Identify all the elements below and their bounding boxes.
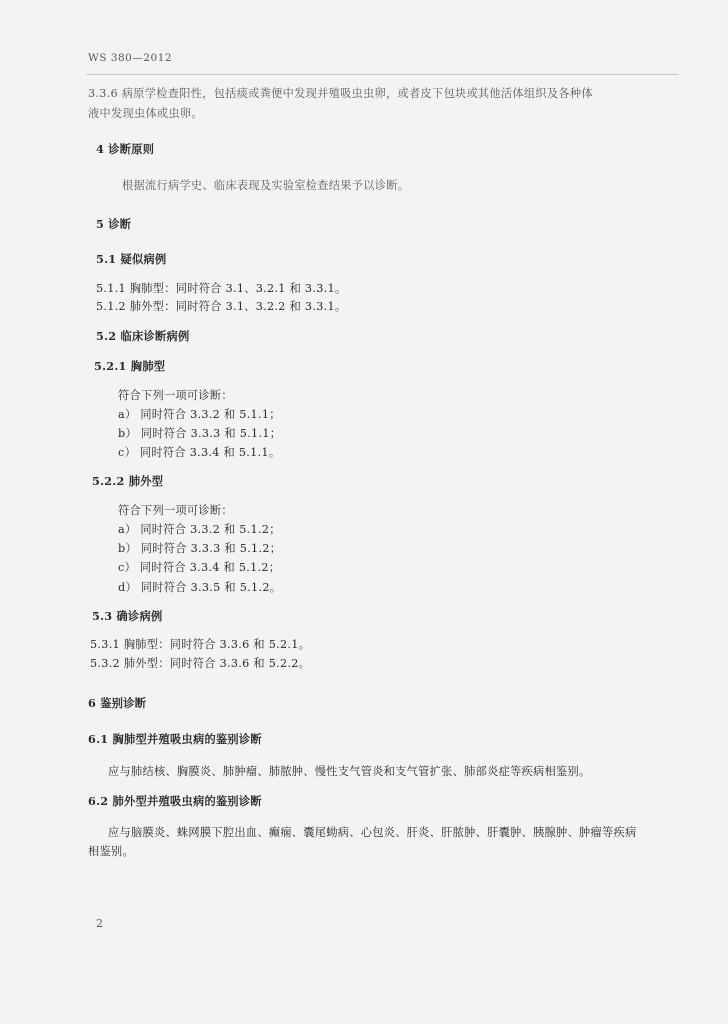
- section-6-2-paragraph-line2: 相鉴别。: [88, 845, 134, 858]
- clause-5-2-1-intro: 符合下列一项可诊断：: [118, 389, 233, 402]
- clause-5-2-2-item-d: d） 同时符合 3.3.5 和 5.1.2。: [118, 581, 282, 594]
- clause-5-2-1-item-a: a） 同时符合 3.3.2 和 5.1.1；: [118, 408, 281, 421]
- section-5-2-heading: 5.2 临床诊断病例: [96, 329, 190, 343]
- section-5-2-1-heading: 5.2.1 胸肺型: [94, 359, 166, 373]
- section-6-2-heading: 6.2 肺外型并殖吸虫病的鉴别诊断: [88, 794, 262, 808]
- section-5-heading: 5 诊断: [96, 217, 132, 231]
- clause-5-2-2-item-a: a） 同时符合 3.3.2 和 5.1.2；: [118, 523, 281, 536]
- clause-5-3-2: 5.3.2 肺外型：同时符合 3.3.6 和 5.2.2。: [90, 657, 311, 670]
- section-4-heading: 4 诊断原则: [96, 142, 155, 156]
- clause-5-2-1-item-b: b） 同时符合 3.3.3 和 5.1.1；: [118, 427, 282, 440]
- section-6-2-paragraph-line1: 应与脑膜炎、蛛网膜下腔出血、癫痫、囊尾蚴病、心包炎、肝炎、肝脓肿、肝囊肿、胰腺肿、肿瘤等疾病: [108, 826, 637, 839]
- header-rule: [86, 74, 678, 75]
- section-6-heading: 6 鉴别诊断: [88, 696, 147, 710]
- clause-5-3-1: 5.3.1 胸肺型：同时符合 3.3.6 和 5.2.1。: [90, 638, 311, 651]
- section-5-1-heading: 5.1 疑似病例: [96, 252, 167, 266]
- clause-5-2-1-item-c: c） 同时符合 3.3.4 和 5.1.1。: [118, 446, 281, 459]
- clause-5-2-2-item-c: c） 同时符合 3.3.4 和 5.1.2；: [118, 561, 281, 574]
- section-6-1-heading: 6.1 胸肺型并殖吸虫病的鉴别诊断: [88, 732, 262, 746]
- section-4-paragraph: 根据流行病学史、临床表现及实验室检查结果予以诊断。: [122, 179, 410, 192]
- clause-5-1-1: 5.1.1 胸肺型：同时符合 3.1、3.2.1 和 3.3.1。: [96, 282, 347, 295]
- clause-3-3-6-line2: 液中发现虫体或虫卵。: [88, 107, 203, 120]
- standard-code-header: WS 380—2012: [88, 52, 173, 64]
- clause-5-2-2-item-b: b） 同时符合 3.3.3 和 5.1.2；: [118, 542, 282, 555]
- clause-3-3-6-line1: 3.3.6 病原学检查阳性，包括痰或粪便中发现并殖吸虫虫卵，或者皮下包块或其他活体组织及各种体: [88, 87, 593, 100]
- section-5-3-heading: 5.3 确诊病例: [92, 609, 163, 623]
- clause-5-2-2-intro: 符合下列一项可诊断：: [118, 504, 233, 517]
- page-number: 2: [96, 917, 104, 930]
- clause-5-1-2: 5.1.2 肺外型：同时符合 3.1、3.2.2 和 3.3.1。: [96, 300, 347, 313]
- section-6-1-paragraph: 应与肺结核、胸膜炎、肺肿瘤、肺脓肿、慢性支气管炎和支气管扩张、肺部炎症等疾病相鉴别。: [108, 765, 591, 778]
- section-5-2-2-heading: 5.2.2 肺外型: [92, 474, 164, 488]
